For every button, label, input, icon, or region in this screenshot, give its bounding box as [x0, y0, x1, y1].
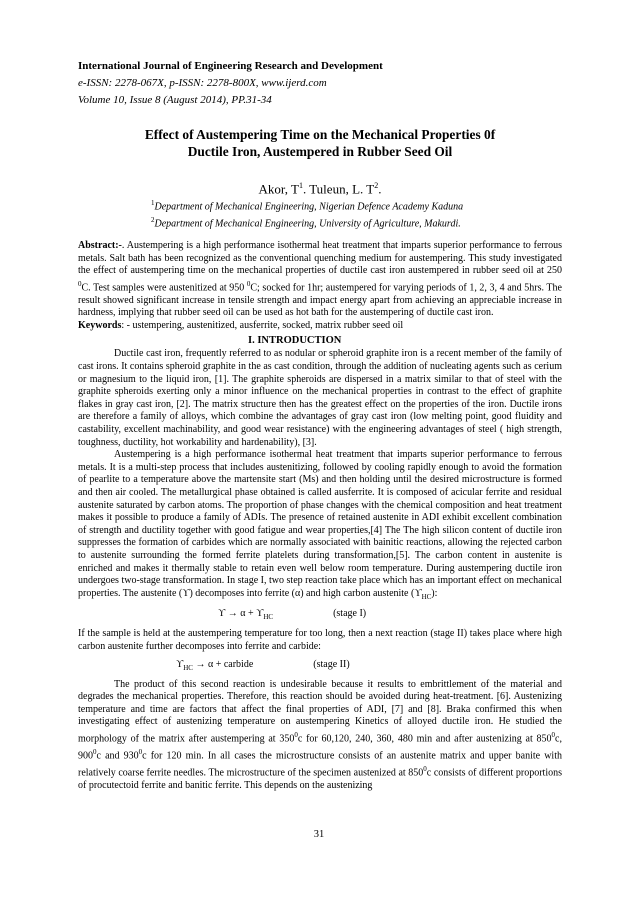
paragraph-4: The product of this second reaction is undesirable because it results to embrittlement of the material and degrades the mechanical properties. Therefore, this reaction should be avoided during heat-treatment. [6]. Austenizing temperature and time are factors that affect the final properties of ADI, [7] and [8]. Braka confirmed this when investigating effect of austenizing temperature on austempering Kinetics of alloyed ductile iron. He studied the morphology of the matrix after austempering at $350^0c$ for 60,120, 240, 360, 480 min and after austenizing at $850^0c$, $900^0c$ and $930^0c$ for 120 min. In all cases the microstructure consists of an austenite matrix and upper banite with relatively coarse ferrite needles. The microstructure of the specimen austenized at $850^0c$ consists of different proportions of procutectoid ferrite and banitic ferrite. This depends on the austenizing: [78, 678, 562, 791]
paragraph-1: Ductile cast iron, frequently referred to as nodular or spheroid graphite iron is a recent member of the family of cast irons. It contains spheroid graphite in the as cast condition, through the addition of nucleating agents such as cerium or magnesium to the liquid iron, [1]. The graphite spheroids are dispersed in a matrix similar to that of steel with the graphite spheroids exerting only a minor influence on the mechanical properties in contrast to the effect of graphite flakes in gray cast iron, [2]. The matrix structure then has the greatest effect on the properties of the iron. Ductile irons are therefore a family of alloys, which combine the advantages of gray cast iron (low melting point, good fluidity and castability, excellent machinability, and good wear resistance) with the engineering advantages of steel ( high strength, toughness, ductility, hot workability and hardenability), [3].: [78, 348, 562, 448]
equation-stage-2: $ϒ_{HC} \to \alpha$ + carbide (stage II): [176, 658, 350, 672]
keywords-label: Keywords: [78, 319, 122, 331]
journal-name: International Journal of Engineering Research and Development: [78, 60, 383, 72]
title-line-1: Effect of Austempering Time on the Mechanical Properties 0f: [144, 127, 496, 142]
journal-issn: e-ISSN: 2278-067X, p-ISSN: 2278-800X, www.ijerd.com: [78, 77, 327, 89]
abstract: Abstract:-. Austempering is a high performance isothermal heat treatment that imparts superior performance to ferrous metals. Salt bath has been recognized as the conventional quenching medium for austempering. This study investigated the effect of austempering time on the mechanical properties of ductile cast iron austempered in rubber seed oil at 250 $^0$C. Test samples were austenitized at 950 $^0$C; socked for 1hr; austempered for varying periods of 1, 2, 3, 4 and 5hrs. The result showed significant increase in tensile strength and impact energy apart from achieving an appreciable increase in hardness, implying that rubber seed oil can be used as hot bath for the austempering of ductile cast iron.: [78, 239, 562, 319]
section-heading: I. INTRODUCTION: [248, 335, 342, 347]
title-line-2: Ductile Iron, Austempered in Rubber Seed Oil: [187, 144, 453, 159]
author-2: . Tuleun, L. T: [302, 181, 375, 197]
author-1: Akor, T: [258, 181, 299, 197]
page-number: 31: [313, 829, 325, 840]
journal-header: [78, 58, 562, 109]
keywords: Keywords: - ustempering, austenitized, ausferrite, socked, matrix rubber seed oil: [78, 319, 404, 331]
affiliation-2: $^2$Department of Mechanical Engineering, University of Agriculture, Makurdi.: [151, 215, 461, 229]
paper-title: [78, 126, 562, 160]
author-line: Akor, $T^1$. Tuleun, L. $T^2$.: [258, 181, 382, 197]
affiliation-1: $^1$Department of Mechanical Engineering, Nigerian Defence Academy Kaduna: [151, 199, 464, 213]
abstract-label: Abstract:-: [78, 239, 122, 251]
equation-stage-1: $ϒ \to \alpha + ϒ_{HC}$ (stage I): [218, 608, 367, 622]
paragraph-2: Austempering is a high performance isothermal heat treatment that imparts superior performance to ferrous metals. It is a multi-step process that includes austenitizing, followed by cooling rapidly enough to avoid the formation of pearlite to a temperature above the martensite start (Ms) and then holding until the desired microstructure is formed and then air cooled. The metallurgical phase obtained is called ausferrite. It is composed of acicular ferrite and residual austenite saturated by carbon atoms. The proportion of phase changes with the chemical composition and heat treatment makes it possible to produce a family of ADIs. The presence of retained austenite in ADI exhibit excellent combination of strength and ductility together with good fatigue and wear properties,[4] The The high silicon content of ductile iron suppresses the formation of carbides which are normally associated with bainitic reactions, allowing the rejected carbon to austenite surrounding the formed ferrite platelets during transformation,[5]. The carbon content in austenite is enriched and makes it thermally stable to retain even well below room temperature. During austempering ductile iron undergoes two-stage transformation. In stage I, two step reaction take place which has an important effect on mechanical properties. The austenite (ϒ) decomposes into ferrite (α) and high carbon austenite $(ϒ_{HC})$:: [78, 449, 562, 601]
paragraph-3: If the sample is held at the austempering temperature for too long, then a next reaction (stage II) takes place where high carbon austenite further decomposes into ferrite and carbide:: [78, 628, 562, 652]
page: [78, 58, 562, 792]
journal-volume: Volume 10, Issue 8 (August 2014), PP.31-34: [78, 94, 272, 106]
